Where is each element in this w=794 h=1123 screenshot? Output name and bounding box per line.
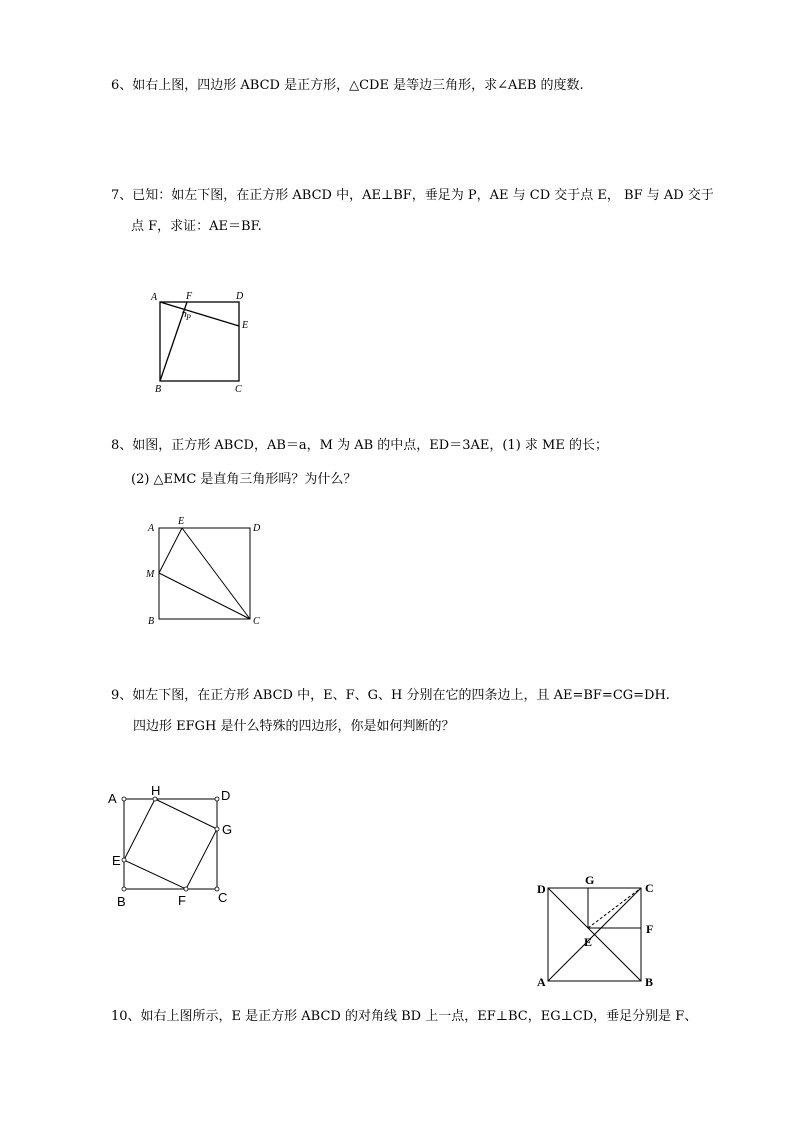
- fig10-label-b: B: [645, 975, 654, 989]
- problem-10-text-line1: 10、如右上图所示，E 是正方形 ABCD 的对角线 BD 上一点，EF⊥BC，EG⊥CD，垂足分别是 F、: [111, 1009, 698, 1024]
- fig9-label-d: D: [221, 788, 231, 803]
- fig7-label-e: E: [242, 320, 249, 331]
- fig10-label-a: A: [537, 975, 546, 989]
- fig10-label-c: C: [645, 881, 654, 895]
- fig7-label-f: F: [186, 291, 193, 302]
- fig9-label-a: A: [108, 791, 117, 806]
- fig9-label-f: F: [178, 893, 186, 908]
- fig7-label-p: P: [186, 313, 191, 322]
- fig9-label-c: C: [218, 890, 228, 905]
- fig8-label-b: B: [148, 616, 155, 627]
- fig7-label-a: A: [151, 292, 158, 303]
- fig10-segment-gf-dashed: [588, 888, 641, 928]
- fig9-label-h: H: [151, 783, 161, 798]
- fig8-label-a: A: [148, 523, 155, 534]
- fig10-label-e: E: [584, 935, 593, 949]
- fig8-label-d: D: [253, 523, 261, 534]
- fig9-label-b: B: [117, 894, 126, 909]
- problem-9-text-line1: 9、如左下图，在正方形 ABCD 中，E、F、G、H 分别在它的四条边上，且 AE=BF=CG=DH.: [111, 688, 670, 703]
- problem-9-text-line2: 四边形 EFGH 是什么特殊的四边形，你是如何判断的？: [133, 719, 455, 734]
- fig9-label-e: E: [112, 853, 121, 868]
- problem-6-text: 6、如右上图，四边形 ABCD 是正方形，△CDE 是等边三角形，求∠AEB 的度数.: [111, 78, 584, 93]
- fig10-label-f: F: [646, 922, 654, 936]
- problem-7-text-line2: 点 F，求证：AE＝BF.: [131, 219, 262, 234]
- fig8-label-m: M: [146, 569, 155, 580]
- fig7-label-c: C: [235, 384, 242, 395]
- fig10-label-d: D: [537, 882, 546, 896]
- fig8-label-c: C: [253, 616, 260, 627]
- fig7-label-d: D: [236, 291, 244, 302]
- problem-8-text-line1: 8、如图，正方形 ABCD，AB＝a，M 为 AB 的中点，ED＝3AE，(1) 求 ME 的长；: [111, 438, 608, 453]
- problem-8-text-line2: (2) △EMC 是直角三角形吗？为什么？: [131, 472, 357, 487]
- fig10-label-g: G: [585, 873, 595, 887]
- problem-7-text-line1: 7、已知：如左下图，在正方形 ABCD 中，AE⊥BF，垂足为 P，AE 与 CD 交于点 E， BF 与 AD 交于: [111, 188, 714, 203]
- fig8-label-e: E: [178, 516, 185, 527]
- fig9-label-g: G: [222, 822, 233, 837]
- fig7-label-b: B: [155, 384, 162, 395]
